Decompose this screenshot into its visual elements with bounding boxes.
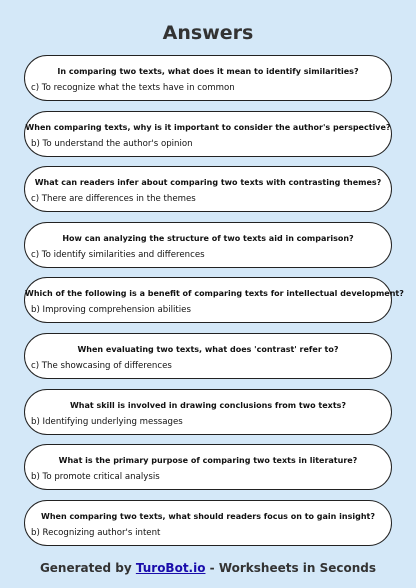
- question-text: When comparing two texts, what should readers focus on to gain insight?: [41, 511, 375, 521]
- answer-text: b) Identifying underlying messages: [31, 416, 183, 427]
- answer-list: [24, 55, 404, 555]
- answer-card: [24, 166, 392, 212]
- answer-text: b) Recognizing author's intent: [31, 527, 161, 538]
- footer-suffix: - Worksheets in Seconds: [205, 561, 377, 575]
- question-text: What skill is involved in drawing conclusions from two texts?: [69, 400, 347, 410]
- answer-text: c) The showcasing of differences: [31, 360, 172, 371]
- footer: [0, 561, 416, 575]
- answer-card: [24, 389, 392, 435]
- page-title: Answers: [162, 22, 254, 44]
- question-text: When comparing texts, why is it important to consider the author's perspective?: [25, 122, 391, 132]
- footer-prefix: Generated by: [39, 561, 136, 575]
- question-text: When evaluating two texts, what does 'contrast' refer to?: [77, 344, 339, 354]
- question-text: What can readers infer about comparing two texts with contrasting themes?: [34, 178, 382, 188]
- question-text: Which of the following is a benefit of comparing texts for intellectual development?: [25, 289, 404, 299]
- answer-text: b) To understand the author's opinion: [31, 138, 193, 149]
- answer-card: [24, 277, 404, 323]
- turobot-link[interactable]: TuroBot.io: [135, 561, 206, 575]
- answer-text: c) To identify similarities and differences: [31, 249, 205, 260]
- question-text: In comparing two texts, what does it mean to identify similarities?: [57, 67, 359, 76]
- question-text: How can analyzing the structure of two texts aid in comparison?: [62, 233, 354, 243]
- answer-text: b) Improving comprehension abilities: [31, 305, 191, 316]
- answer-card: [24, 500, 392, 546]
- answer-card: [24, 55, 392, 101]
- question-text: What is the primary purpose of comparing two texts in literature?: [58, 456, 358, 466]
- answer-card: [24, 333, 392, 379]
- answer-text: c) To recognize what the texts have in common: [31, 83, 235, 93]
- answer-card: [24, 111, 392, 157]
- answer-text: c) There are differences in the themes: [31, 194, 196, 205]
- answer-card: [24, 444, 392, 490]
- answer-text: b) To promote critical analysis: [31, 472, 160, 483]
- answer-card: [24, 222, 392, 268]
